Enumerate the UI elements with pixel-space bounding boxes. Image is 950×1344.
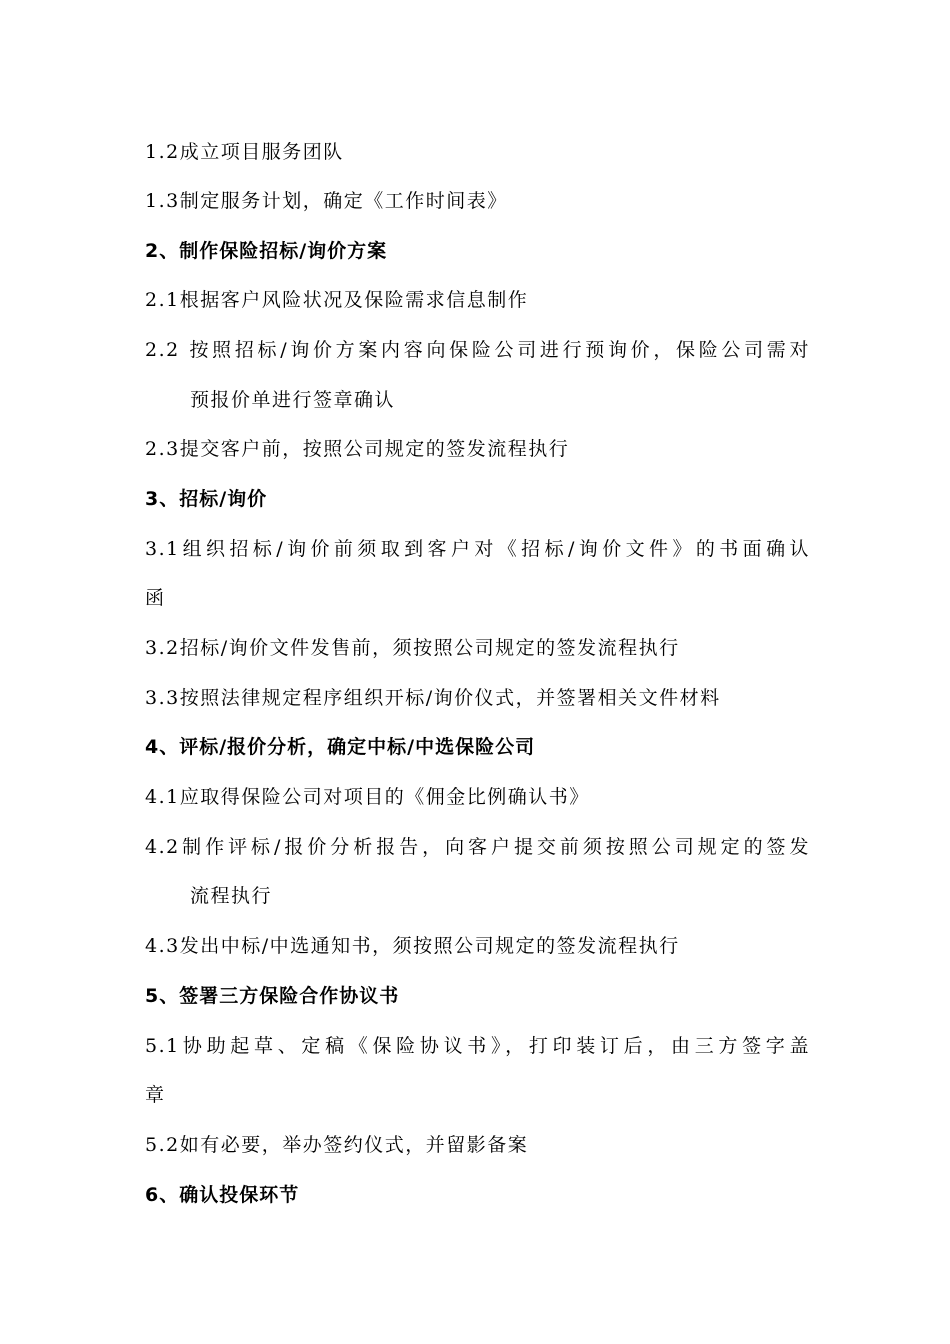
clause-2-1: 2.1根据客户风险状况及保险需求信息制作 — [145, 289, 529, 311]
section-heading-6: 6、确认投保环节 — [145, 1184, 300, 1206]
clause-2-2: 2.2 按照招标/询价方案内容向保险公司进行预询价，保险公司需对 — [145, 339, 810, 361]
clause-2-2-continued: 预报价单进行签章确认 — [190, 389, 396, 411]
clause-5-1-continued: 章 — [145, 1084, 166, 1106]
clause-4-3: 4.3发出中标/中选通知书，须按照公司规定的签发流程执行 — [145, 935, 680, 957]
section-heading-3: 3、招标/询价 — [145, 488, 268, 510]
clause-1-2: 1.2成立项目服务团队 — [145, 141, 344, 163]
clause-5-2: 5.2如有必要，举办签约仪式，并留影备案 — [145, 1134, 529, 1156]
section-heading-5: 5、签署三方保险合作协议书 — [145, 985, 400, 1007]
clause-3-2: 3.2招标/询价文件发售前，须按照公司规定的签发流程执行 — [145, 637, 680, 659]
clause-4-2-continued: 流程执行 — [190, 885, 273, 907]
clause-5-1: 5.1协助起草、定稿《保险协议书》，打印装订后，由三方签字盖 — [145, 1035, 810, 1057]
clause-4-2: 4.2制作评标/报价分析报告，向客户提交前须按照公司规定的签发 — [145, 836, 810, 858]
clause-2-3: 2.3提交客户前，按照公司规定的签发流程执行 — [145, 438, 570, 460]
clause-3-1: 3.1组织招标/询价前须取到客户对《招标/询价文件》的书面确认 — [145, 538, 810, 560]
clause-1-3: 1.3制定服务计划，确定《工作时间表》 — [145, 190, 508, 212]
section-heading-2: 2、制作保险招标/询价方案 — [145, 240, 388, 262]
section-heading-4: 4、评标/报价分析，确定中标/中选保险公司 — [145, 736, 536, 758]
clause-4-1: 4.1应取得保险公司对项目的《佣金比例确认书》 — [145, 786, 590, 808]
clause-3-1-continued: 函 — [145, 587, 166, 609]
clause-3-3: 3.3按照法律规定程序组织开标/询价仪式，并签署相关文件材料 — [145, 687, 721, 709]
